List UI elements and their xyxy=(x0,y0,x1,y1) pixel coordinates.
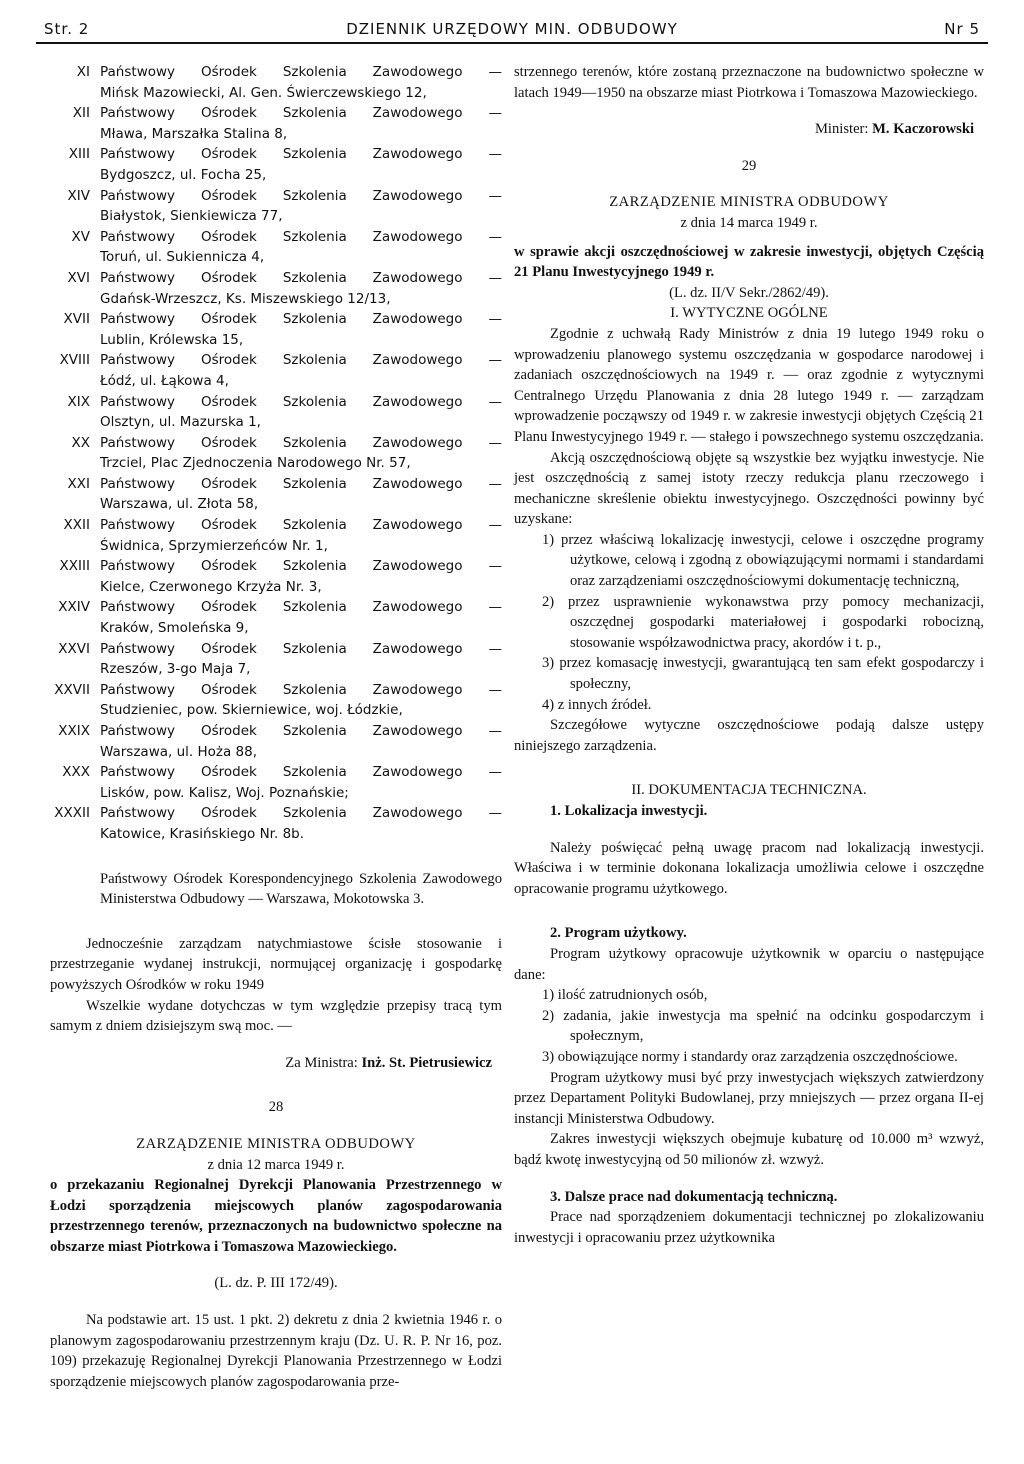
list-item-name: Państwowy Ośrodek Szkolenia Zawodowego — xyxy=(100,681,502,698)
list-item-number: XII xyxy=(72,105,90,122)
list-item-name: Państwowy Ośrodek Szkolenia Zawodowego — xyxy=(100,723,502,739)
list-item-name: Państwowy Ośrodek Szkolenia Zawodowego — xyxy=(100,352,502,369)
signature xyxy=(50,1053,502,1074)
list-item-name: Państwowy Ośrodek Szkolenia Zawodowego — xyxy=(100,64,502,80)
list-item xyxy=(50,268,502,309)
list-item xyxy=(50,227,502,268)
list-item xyxy=(50,186,502,227)
list-item-number: XIV xyxy=(67,187,90,204)
list-item-name: Państwowy Ośrodek Szkolenia Zawodowego — xyxy=(100,146,502,163)
list-item-address: Trzciel, Plac Zjednoczenia Narodowego Nr. 57, xyxy=(100,455,411,472)
list-item-address: Olsztyn, ul. Mazurska 1, xyxy=(100,414,261,431)
list-item-address: Świdnica, Sprzymierzeńców Nr. 1, xyxy=(100,537,328,554)
paragraph: Zgodnie z uchwałą Rady Ministrów z dnia 19 lutego 1949 roku o wprowadzeniu planowego systemu oszczędzania w gospodarce narodowej i zadaniach oszczędnościowych na 1949 r. — oraz zgodnie z wytycznymi Centralnego Urzędu Planowania z dnia 28 lutego 1949 r. — zarządzam wprowadzenie począwszy od 1949 r. w zakresie inwestycji objętych Częścią 21 Planu Inwestycyjnego 1949 r. — stałego i powszechnego systemu oszczędzania. xyxy=(514,325,984,445)
list-item-address: Kielce, Czerwonego Krzyża Nr. 3, xyxy=(100,578,322,595)
list-item-address: Toruń, ul. Sukiennicza 4, xyxy=(100,249,265,266)
list-item-name: Państwowy Ośrodek Szkolenia Zawodowego — xyxy=(100,269,502,286)
list-item-number: XIX xyxy=(67,393,90,410)
section-heading: II. DOKUMENTACJA TECHNICZNA. xyxy=(631,782,867,799)
list-item-address: Warszawa, ul. Hoża 88, xyxy=(100,743,258,760)
list-item-name: Państwowy Ośrodek Szkolenia Zawodowego — xyxy=(100,558,502,575)
order-subject: w sprawie akcji oszczędnościowej w zakresie inwestycji, objętych Częścią 21 Planu Inwestycyjnego 1949 r. xyxy=(514,243,984,281)
signature-name: Inż. St. Pietrusiewicz xyxy=(361,1054,492,1071)
paragraph: Prace nad sporządzeniem dokumentacji technicznej po zlokalizowaniu inwestycji i opracowaniu przez użytkownika xyxy=(514,1209,984,1246)
list-item-address: Katowice, Krasińskiego Nr. 8b. xyxy=(100,825,305,842)
list-item-address: Lublin, Królewska 15, xyxy=(100,331,244,348)
order-number: 29 xyxy=(741,157,757,174)
paragraph: Należy poświęcać pełną uwagę pracom nad lokalizacją inwestycji. Właściwa i w terminie dokonana lokalizacja umożliwia celowe i oszczędne opracowanie programu użytkowego. xyxy=(514,839,984,897)
list-item-address: Łódź, ul. Łąkowa 4, xyxy=(100,372,229,389)
list-item xyxy=(50,103,502,144)
list-item xyxy=(50,515,502,556)
list-item: 1) przez właściwą lokalizację inwestycji, celowe i oszczędne programy użytkowe, celową i zgodną z obowiązującymi normami i standardami oraz zarządzeniami oszczędnościowymi dokumentację techniczną, xyxy=(542,531,984,590)
page-number: Str. 2 xyxy=(44,20,90,38)
list-item-address: Rzeszów, 3-go Maja 7, xyxy=(100,661,251,678)
list-item-address: Mińsk Mazowiecki, Al. Gen. Świerczewskiego 12, xyxy=(100,84,427,101)
savings-list xyxy=(514,530,984,715)
list-item: 1) ilość zatrudnionych osób, xyxy=(542,987,708,1004)
order-number: 28 xyxy=(268,1099,284,1116)
paragraph: Program użytkowy musi być przy inwestycjach większych zatwierdzony przez Departament Polityki Budowlanej, przy mniejszych — przez organa II-ej instancji Ministerstwa Odbudowy. xyxy=(514,1069,984,1127)
list-item xyxy=(50,597,502,638)
program-list xyxy=(514,985,984,1067)
signature-name: M. Kaczorowski xyxy=(872,121,974,138)
list-item-name: Państwowy Ośrodek Szkolenia Zawodowego — xyxy=(100,228,502,245)
order-title: ZARZĄDZENIE MINISTRA ODBUDOWY xyxy=(609,194,889,211)
list-item-number: XXIII xyxy=(59,558,90,575)
list-item-address: Gdańsk-Wrzeszcz, Ks. Miszewskiego 12/13, xyxy=(100,290,391,307)
list-item xyxy=(50,639,502,680)
list-item: 4) z innych źródeł. xyxy=(542,696,652,713)
journal-title: DZIENNIK URZĘDOWY MIN. ODBUDOWY xyxy=(346,20,678,38)
list-item xyxy=(50,556,502,597)
minister-signature xyxy=(514,119,984,140)
list-item xyxy=(50,309,502,350)
paragraph: Szczegółowe wytyczne oszczędnościowe podają dalsze ustępy niniejszego zarządzenia. xyxy=(514,717,984,754)
list-item-name: Państwowy Ośrodek Szkolenia Zawodowego — xyxy=(100,434,502,451)
list-item: 3) przez komasację inwestycji, gwarantującą ten sam efekt gospodarczy i społeczny, xyxy=(542,655,984,693)
list-item: 2) zadania, jakie inwestycja ma spełnić na odcinku gospodarczym i społecznym, xyxy=(542,1007,984,1045)
section-heading: I. WYTYCZNE OGÓLNE xyxy=(670,305,828,322)
subsection-heading: 1. Lokalizacja inwestycji. xyxy=(550,803,708,819)
list-item-name: Państwowy Ośrodek Szkolenia Zawodowego — xyxy=(100,805,502,822)
order-reference: (L. dz. II/V Sekr./2862/49). xyxy=(669,284,829,301)
list-item-number: XXII xyxy=(63,517,90,534)
list-item-name: Państwowy Ośrodek Szkolenia Zawodowego — xyxy=(100,599,502,616)
list-item-number: XXIX xyxy=(58,723,90,739)
list-item-number: XIII xyxy=(68,146,90,163)
list-item-address: Bydgoszcz, ul. Focha 25, xyxy=(100,166,267,183)
list-item-name: Państwowy Ośrodek Szkolenia Zawodowego — xyxy=(100,393,502,410)
list-item-number: XV xyxy=(71,228,90,245)
list-item xyxy=(50,474,502,515)
list-item-number: XXI xyxy=(67,475,90,492)
order-date: z dnia 12 marca 1949 r. xyxy=(207,1156,345,1173)
order-reference: (L. dz. P. III 172/49). xyxy=(214,1275,338,1292)
order-subject: o przekazaniu Regionalnej Dyrekcji Planowania Przestrzennego w Łodzi sporządzenia miejscowych planów zagospodarowania przestrzennego terenów, przeznaczonych na budownictwo społeczne na obszarze miast Piotrkowa i Tomaszowa Mazowieckiego. xyxy=(50,1177,502,1255)
list-item-name: Państwowy Ośrodek Szkolenia Zawodowego — xyxy=(100,311,502,328)
signature-prefix: Za Ministra: xyxy=(285,1054,362,1071)
list-item xyxy=(50,392,502,433)
list-item xyxy=(50,433,502,474)
list-item-name: Państwowy Ośrodek Szkolenia Zawodowego — xyxy=(100,105,502,122)
list-item-address: Studzieniec, pow. Skierniewice, woj. Łódzkie, xyxy=(100,702,403,719)
list-item-address: Białystok, Sienkiewicza 77, xyxy=(100,208,283,225)
list-item-name: Państwowy Ośrodek Szkolenia Zawodowego — xyxy=(100,640,502,657)
list-item-address: Lisków, pow. Kalisz, Woj. Poznańskie; xyxy=(100,784,349,801)
list-item-number: XXIV xyxy=(58,599,90,616)
order-title: ZARZĄDZENIE MINISTRA ODBUDOWY xyxy=(136,1135,416,1152)
list-item-number: XXXII xyxy=(54,805,90,822)
order-date: z dnia 14 marca 1949 r. xyxy=(680,214,818,231)
paragraph: Zakres inwestycji większych obejmuje kubaturę od 10.000 m³ wzwyż, bądź kwotę inwestycyjną od 50 milionów zł. wzwyż. xyxy=(514,1131,984,1168)
list-item-name: Państwowy Ośrodek Szkolenia Zawodowego — xyxy=(100,475,502,492)
list-item xyxy=(50,350,502,391)
paragraph: Na podstawie art. 15 ust. 1 pkt. 2) dekretu z dnia 2 kwietnia 1946 r. o planowym zagospodarowaniu przestrzennym kraju (Dz. U. R. P. Nr 16, poz. 109) przekazuję Regionalnej Dyrekcji Planowania Przestrzennego w Łodzi sporządzenie miejscowych planów zagospodarowania prze- xyxy=(50,1312,502,1390)
list-item xyxy=(50,144,502,185)
issue-number: Nr 5 xyxy=(944,20,980,38)
paragraph: Program użytkowy opracowuje użytkownik w oparciu o następujące dane: xyxy=(514,945,984,983)
list-item-number: XXX xyxy=(62,764,90,781)
list-item xyxy=(50,680,502,721)
list-item-address: Warszawa, ul. Złota 58, xyxy=(100,496,259,513)
signature-prefix: Minister: xyxy=(814,121,873,138)
list-item: 2) przez usprawnienie wykonawstwa przy pomocy mechanizacji, oszczędnej gospodarki materiałowej i gospodarki robocizną, stosowanie współzawodnictwa pracy, akordów i t. p., xyxy=(542,593,984,651)
list-item: 3) obowiązujące normy i standardy oraz zarządzenia oszczędnościowe. xyxy=(542,1048,958,1065)
center-list xyxy=(50,62,502,845)
paragraph: Wszelkie wydane dotychczas w tym względzie przepisy tracą tym samym z dniem dzisiejszym swą moc. — xyxy=(50,997,502,1035)
list-item xyxy=(50,762,502,803)
paragraph: Jednocześnie zarządzam natychmiastowe ścisłe stosowanie i przestrzeganie wydanej instrukcji, normującej organizację i gospodarkę powyższych Ośrodków w roku 1949 xyxy=(50,935,502,993)
list-item-number: XI xyxy=(76,64,90,80)
list-item-name: Państwowy Ośrodek Szkolenia Zawodowego — xyxy=(100,764,502,781)
list-item-number: XXVI xyxy=(58,640,90,657)
left-column xyxy=(50,62,502,1392)
list-item-number: XX xyxy=(71,434,90,451)
subsection-heading: 3. Dalsze prace nad dokumentacją techniczną. xyxy=(550,1188,838,1205)
list-item-address: Mława, Marszałka Stalina 8, xyxy=(100,125,288,142)
list-item-number: XVII xyxy=(63,311,90,328)
list-item-name: Państwowy Ośrodek Szkolenia Zawodowego — xyxy=(100,187,502,204)
paragraph: Akcją oszczędnościową objęte są wszystkie bez wyjątku inwestycje. Nie jest oszczędnością z samej istoty rzeczy redukcja planu rzeczowego i mechaniczne skreślenie obiektu inwestycyjnego. Oszczędności powinny być uzyskane: xyxy=(514,449,984,528)
list-item-address: Kraków, Smoleńska 9, xyxy=(100,620,249,637)
list-item-number: XXVII xyxy=(54,681,90,698)
list-item xyxy=(50,62,502,103)
paragraph: strzennego terenów, które zostaną przeznaczone na budownictwo społeczne w latach 1949—1950 na obszarze miast Piotrkowa i Tomaszowa Mazowieckiego. xyxy=(514,64,984,101)
correspondence-center: Państwowy Ośrodek Korespondencyjnego Szkolenia Zawodowego Ministerstwa Odbudowy — Warszawa, Mokotowska 3. xyxy=(100,870,502,908)
list-item-number: XVIII xyxy=(59,352,90,369)
right-column xyxy=(514,62,984,1248)
page-header xyxy=(36,8,988,44)
subsection-heading: 2. Program użytkowy. xyxy=(550,925,687,942)
list-item xyxy=(50,803,502,844)
list-item-name: Państwowy Ośrodek Szkolenia Zawodowego — xyxy=(100,517,502,534)
list-item-number: XVI xyxy=(67,269,90,286)
list-item xyxy=(50,721,502,762)
